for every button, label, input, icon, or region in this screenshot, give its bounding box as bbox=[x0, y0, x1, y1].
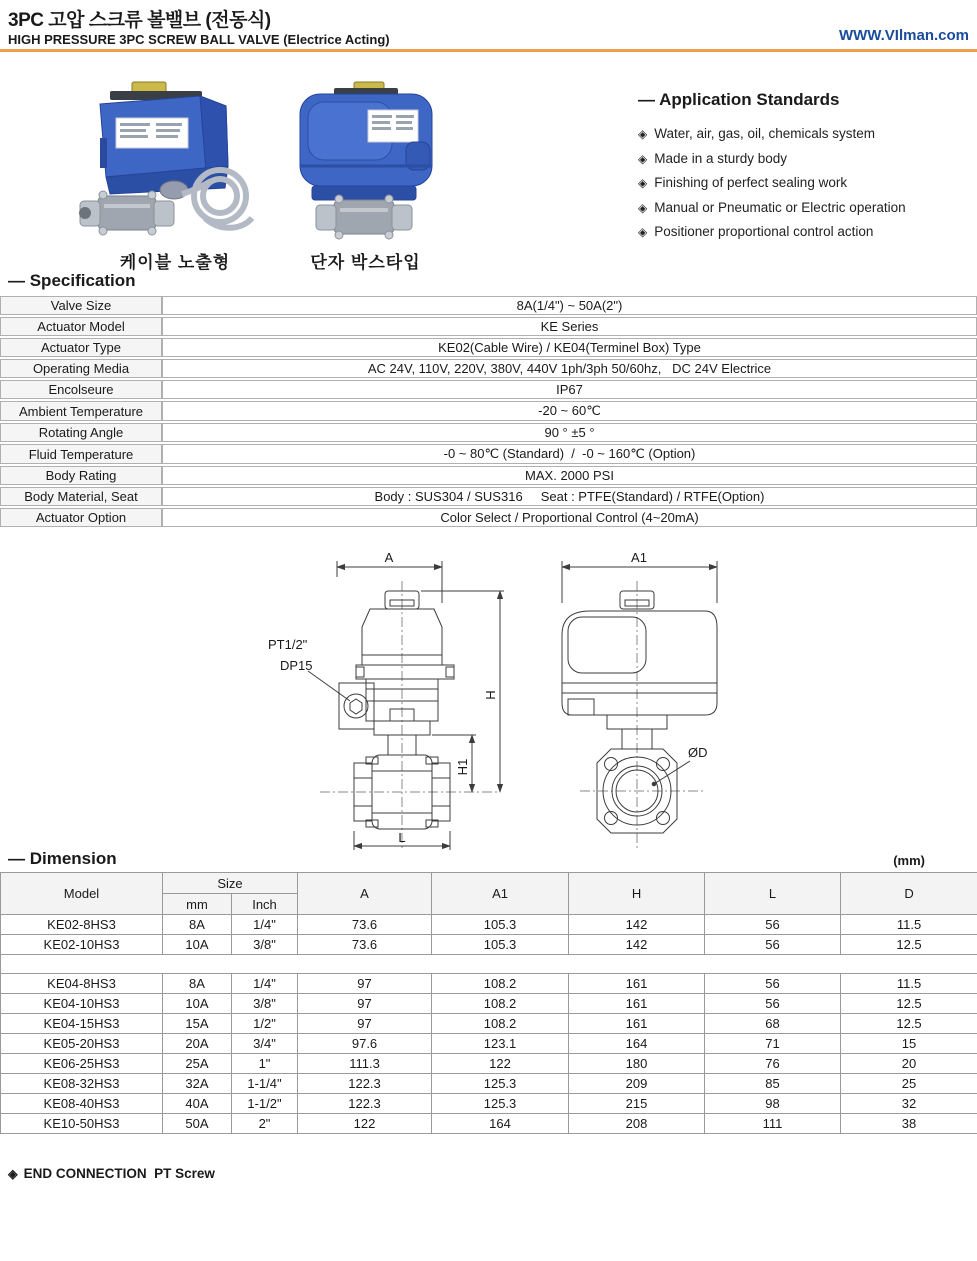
table-row bbox=[0, 508, 977, 527]
end-connection-note bbox=[8, 1166, 215, 1181]
cell-d: 12.5 bbox=[841, 994, 977, 1014]
cell-d: 15 bbox=[841, 1034, 977, 1054]
table-row bbox=[0, 487, 977, 506]
cell-mm: 8A bbox=[163, 915, 232, 935]
website-link[interactable]: WWW.VIlman.com bbox=[838, 27, 969, 44]
list-item bbox=[638, 220, 973, 245]
table-row bbox=[0, 338, 977, 357]
table-header-row bbox=[1, 873, 977, 894]
spec-label: Actuator Model bbox=[0, 317, 162, 336]
spec-label: Body Rating bbox=[0, 466, 162, 485]
col-model: Model bbox=[1, 873, 163, 915]
dimension-table bbox=[0, 872, 977, 1134]
cell-h: 208 bbox=[569, 1114, 705, 1134]
cell-inch: 1-1/4" bbox=[232, 1074, 298, 1094]
table-row bbox=[1, 1054, 977, 1074]
list-item-text: Manual or Pneumatic or Electric operation bbox=[654, 199, 906, 215]
cell-model: KE02-10HS3 bbox=[1, 935, 163, 955]
cell-inch: 1/2" bbox=[232, 1014, 298, 1034]
cell-model: KE08-40HS3 bbox=[1, 1094, 163, 1114]
cell-model: KE04-15HS3 bbox=[1, 1014, 163, 1034]
product-figure-terminal-box-type bbox=[268, 80, 463, 273]
cell-d: 12.5 bbox=[841, 935, 977, 955]
cell-model: KE10-50HS3 bbox=[1, 1114, 163, 1134]
table-row bbox=[1, 1094, 977, 1114]
cell-model: KE05-20HS3 bbox=[1, 1034, 163, 1054]
specification-table bbox=[0, 294, 977, 529]
cell-inch: 3/4" bbox=[232, 1034, 298, 1054]
spec-label: Operating Media bbox=[0, 359, 162, 378]
cell-inch: 1" bbox=[232, 1054, 298, 1074]
table-row bbox=[1, 935, 977, 955]
cell-l: 85 bbox=[705, 1074, 841, 1094]
col-a1: A1 bbox=[432, 873, 569, 915]
cell-mm: 8A bbox=[163, 974, 232, 994]
cell-d: 32 bbox=[841, 1094, 977, 1114]
cell-h: 142 bbox=[569, 915, 705, 935]
cell-l: 76 bbox=[705, 1054, 841, 1074]
list-item-text: Finishing of perfect sealing work bbox=[654, 175, 848, 190]
spec-value: IP67 bbox=[162, 380, 977, 399]
cell-l: 98 bbox=[705, 1094, 841, 1114]
spec-label: Actuator Type bbox=[0, 338, 162, 357]
cell-h: 142 bbox=[569, 935, 705, 955]
table-row bbox=[0, 296, 977, 315]
application-standards-section bbox=[638, 90, 973, 245]
cell-a: 97.6 bbox=[298, 1034, 432, 1054]
end-connection-text: END CONNECTION PT Screw bbox=[23, 1166, 215, 1181]
diamond-bullet-icon: ◈ bbox=[638, 225, 648, 239]
spec-label: Fluid Temperature bbox=[0, 444, 162, 464]
spec-value: MAX. 2000 PSI bbox=[162, 466, 977, 485]
dim-label-a: A bbox=[384, 550, 394, 565]
product-photo-terminal-box-illustration bbox=[276, 80, 456, 242]
cell-l: 56 bbox=[705, 935, 841, 955]
cell-l: 56 bbox=[705, 974, 841, 994]
list-item-text: Made in a sturdy body bbox=[654, 150, 788, 166]
cell-inch: 3/8" bbox=[232, 994, 298, 1014]
cell-a1: 108.2 bbox=[432, 994, 569, 1014]
table-row bbox=[0, 466, 977, 485]
cell-h: 161 bbox=[569, 1014, 705, 1034]
table-row bbox=[0, 359, 977, 378]
spacer-cell bbox=[1, 955, 977, 974]
cell-a: 122.3 bbox=[298, 1094, 432, 1114]
drawing-label-dp: DP15 bbox=[280, 658, 313, 673]
dim-label-h: H bbox=[483, 690, 498, 700]
dim-label-l: L bbox=[398, 830, 406, 845]
cell-a: 97 bbox=[298, 974, 432, 994]
spec-label: Ambient Temperature bbox=[0, 401, 162, 421]
cell-a: 73.6 bbox=[298, 935, 432, 955]
list-item bbox=[638, 147, 973, 172]
diamond-bullet-icon: ◈ bbox=[638, 176, 648, 190]
cell-mm: 40A bbox=[163, 1094, 232, 1114]
list-item bbox=[638, 122, 973, 147]
cell-l: 56 bbox=[705, 994, 841, 1014]
spec-value: -20 ~ 60℃ bbox=[162, 401, 977, 421]
spec-label: Rotating Angle bbox=[0, 423, 162, 442]
dim-label-a1: A1 bbox=[631, 550, 647, 565]
cell-model: KE02-8HS3 bbox=[1, 915, 163, 935]
dim-label-d: ØD bbox=[688, 745, 708, 760]
col-size: Size bbox=[163, 873, 298, 894]
product-figure-cable-type bbox=[70, 80, 280, 273]
cell-h: 215 bbox=[569, 1094, 705, 1114]
cell-inch: 3/8" bbox=[232, 935, 298, 955]
technical-drawing bbox=[250, 543, 720, 857]
spec-value: 90 ° ±5 ° bbox=[162, 423, 977, 442]
dimension-heading: — Dimension bbox=[8, 849, 117, 868]
table-row bbox=[0, 444, 977, 464]
diamond-bullet-icon: ◈ bbox=[8, 1167, 18, 1181]
cell-a1: 123.1 bbox=[432, 1034, 569, 1054]
cell-inch: 2" bbox=[232, 1114, 298, 1134]
cell-mm: 32A bbox=[163, 1074, 232, 1094]
spec-value: 8A(1/4") ~ 50A(2") bbox=[162, 296, 977, 315]
diamond-bullet-icon: ◈ bbox=[638, 151, 648, 166]
cell-mm: 20A bbox=[163, 1034, 232, 1054]
cell-model: KE04-8HS3 bbox=[1, 974, 163, 994]
cell-l: 111 bbox=[705, 1114, 841, 1134]
spec-value: KE Series bbox=[162, 317, 977, 336]
col-l: L bbox=[705, 873, 841, 915]
cell-a: 122 bbox=[298, 1114, 432, 1134]
spec-value: AC 24V, 110V, 220V, 380V, 440V 1ph/3ph 50/60hz, DC 24V Electrice bbox=[162, 359, 977, 378]
cell-h: 161 bbox=[569, 994, 705, 1014]
spec-value: -0 ~ 80℃ (Standard) / -0 ~ 160℃ (Option) bbox=[162, 444, 977, 464]
cell-mm: 10A bbox=[163, 935, 232, 955]
caption-terminal-box-type: 단자 박스타입 bbox=[310, 253, 421, 272]
table-row bbox=[1, 994, 977, 1014]
table-row bbox=[1, 1074, 977, 1094]
cell-d: 25 bbox=[841, 1074, 977, 1094]
product-photo-cable-type-illustration bbox=[70, 80, 280, 242]
table-row bbox=[1, 1114, 977, 1134]
cell-a1: 164 bbox=[432, 1114, 569, 1134]
cell-a1: 105.3 bbox=[432, 915, 569, 935]
page-title-korean: 3PC 고압 스크류 볼밸브 (전동식) bbox=[8, 10, 271, 31]
cell-a: 97 bbox=[298, 1014, 432, 1034]
cell-d: 20 bbox=[841, 1054, 977, 1074]
cell-inch: 1/4" bbox=[232, 915, 298, 935]
application-standards-list bbox=[638, 122, 973, 245]
cell-a1: 105.3 bbox=[432, 935, 569, 955]
dimension-unit-label: (mm) bbox=[893, 853, 925, 868]
col-a: A bbox=[298, 873, 432, 915]
spec-label: Body Material, Seat bbox=[0, 487, 162, 506]
cell-a1: 122 bbox=[432, 1054, 569, 1074]
header-divider bbox=[0, 49, 977, 52]
cell-a1: 108.2 bbox=[432, 974, 569, 994]
table-row bbox=[0, 423, 977, 442]
col-d: D bbox=[841, 873, 977, 915]
list-item bbox=[638, 196, 973, 221]
cell-l: 56 bbox=[705, 915, 841, 935]
list-item-text: Positioner proportional control action bbox=[654, 224, 874, 239]
page-title-english: HIGH PRESSURE 3PC SCREW BALL VALVE (Electrice Acting) bbox=[8, 32, 390, 47]
cell-model: KE08-32HS3 bbox=[1, 1074, 163, 1094]
cell-d: 38 bbox=[841, 1114, 977, 1134]
spec-value: KE02(Cable Wire) / KE04(Terminel Box) Type bbox=[162, 338, 977, 357]
table-row bbox=[1, 1034, 977, 1054]
cell-a1: 108.2 bbox=[432, 1014, 569, 1034]
spec-label: Valve Size bbox=[0, 296, 162, 315]
cell-mm: 10A bbox=[163, 994, 232, 1014]
cell-h: 161 bbox=[569, 974, 705, 994]
cell-model: KE04-10HS3 bbox=[1, 994, 163, 1014]
spec-value: Body : SUS304 / SUS316 Seat : PTFE(Standard) / RTFE(Option) bbox=[162, 487, 977, 506]
table-row bbox=[1, 1014, 977, 1034]
spec-label: Encolseure bbox=[0, 380, 162, 399]
col-h: H bbox=[569, 873, 705, 915]
cell-inch: 1-1/2" bbox=[232, 1094, 298, 1114]
cell-h: 180 bbox=[569, 1054, 705, 1074]
caption-cable-type: 케이블 노출형 bbox=[119, 253, 231, 272]
list-item bbox=[638, 171, 973, 196]
cell-mm: 50A bbox=[163, 1114, 232, 1134]
dim-label-h1: H1 bbox=[455, 758, 470, 776]
cell-inch: 1/4" bbox=[232, 974, 298, 994]
col-mm: mm bbox=[163, 894, 232, 915]
cell-d: 11.5 bbox=[841, 915, 977, 935]
spec-value: Color Select / Proportional Control (4~20mA) bbox=[162, 508, 977, 527]
table-row bbox=[1, 915, 977, 935]
cell-mm: 15A bbox=[163, 1014, 232, 1034]
cell-l: 68 bbox=[705, 1014, 841, 1034]
spec-label: Actuator Option bbox=[0, 508, 162, 527]
table-row bbox=[1, 974, 977, 994]
diamond-bullet-icon: ◈ bbox=[638, 200, 648, 215]
cell-mm: 25A bbox=[163, 1054, 232, 1074]
spacer-row bbox=[1, 955, 977, 974]
cell-a: 97 bbox=[298, 994, 432, 1014]
table-row bbox=[0, 317, 977, 336]
table-row bbox=[0, 401, 977, 421]
cell-a1: 125.3 bbox=[432, 1094, 569, 1114]
cell-h: 164 bbox=[569, 1034, 705, 1054]
cell-l: 71 bbox=[705, 1034, 841, 1054]
cell-a: 122.3 bbox=[298, 1074, 432, 1094]
drawing-label-pt: PT1/2" bbox=[268, 637, 308, 652]
cell-d: 11.5 bbox=[841, 974, 977, 994]
col-inch: Inch bbox=[232, 894, 298, 915]
list-item-text: Water, air, gas, oil, chemicals system bbox=[654, 126, 876, 141]
specification-heading: — Specification bbox=[8, 271, 136, 290]
application-standards-heading: — Application Standards bbox=[638, 90, 840, 109]
cell-a1: 125.3 bbox=[432, 1074, 569, 1094]
diamond-bullet-icon: ◈ bbox=[638, 127, 648, 141]
cell-a: 111.3 bbox=[298, 1054, 432, 1074]
cell-h: 209 bbox=[569, 1074, 705, 1094]
cell-d: 12.5 bbox=[841, 1014, 977, 1034]
cell-a: 73.6 bbox=[298, 915, 432, 935]
table-row bbox=[0, 380, 977, 399]
cell-model: KE06-25HS3 bbox=[1, 1054, 163, 1074]
